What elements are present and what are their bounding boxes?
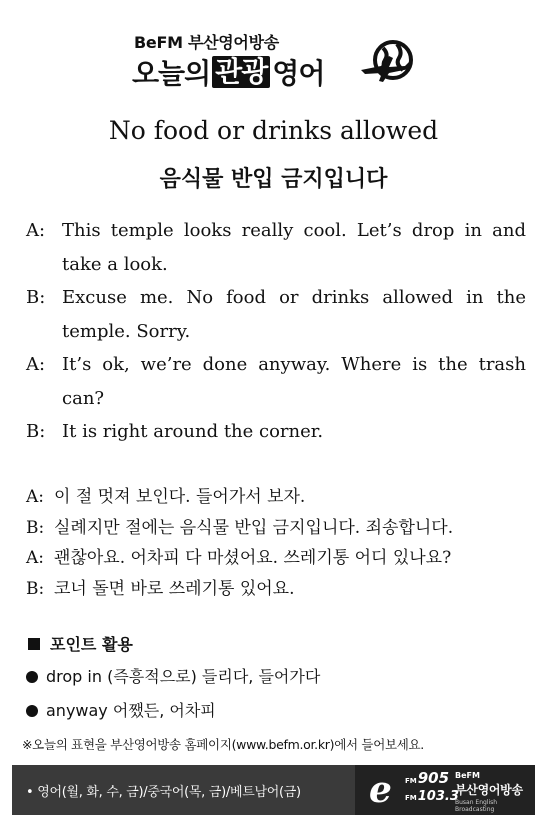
globe-airplane-icon: [359, 36, 419, 86]
dialog-line: [26, 281, 526, 348]
speaker: B:: [26, 421, 46, 442]
point-text: anyway 어쨌든, 어차피: [46, 701, 216, 720]
program-prefix: 오늘의: [132, 57, 211, 90]
dialog-line: [26, 543, 526, 574]
befm-logo: [355, 765, 535, 815]
dialog-text: 코너 돌면 바로 쓰레기통 있어요.: [54, 578, 295, 599]
points-title: 포인트 활용: [50, 635, 133, 654]
speaker: B:: [26, 517, 45, 538]
dialog-text: 실례지만 절에는 음식물 반입 금지입니다. 죄송합니다.: [54, 517, 454, 538]
list-item: [26, 660, 320, 694]
bullet-icon: [26, 705, 38, 717]
frequency-905: FM905: [405, 769, 450, 787]
speaker: A:: [26, 548, 45, 568]
dialog-text: It’s ok, we’re done anyway. Where is the trash can?: [62, 354, 526, 409]
dialog-line: [26, 574, 526, 605]
dialog-line: [26, 482, 526, 513]
list-item: [26, 694, 320, 728]
logo-station-name: 부산영어방송: [455, 783, 523, 797]
e-logo-icon: e: [369, 769, 392, 811]
dialog-text: 이 절 멋져 보인다. 들어가서 보자.: [54, 487, 306, 507]
square-bullet-icon: [28, 638, 40, 650]
points-heading: [28, 632, 133, 655]
station-name: BeFM 부산영어방송: [134, 33, 279, 52]
dialog-line: [26, 513, 526, 544]
speaker: B:: [26, 287, 46, 308]
dialog-text: It is right around the corner.: [62, 421, 324, 442]
speaker: B:: [26, 578, 45, 599]
dialog-text: 괜찮아요. 어차피 다 마셨어요. 쓰레기통 어디 있나요?: [54, 548, 452, 568]
logo-brand: BeFM: [455, 771, 480, 780]
program-title: [132, 52, 324, 92]
frequency-1033: FM103.3: [405, 789, 459, 804]
dialog-line: [26, 415, 526, 449]
article-card: [14, 14, 533, 765]
dialog-korean: [26, 482, 526, 604]
speaker: A:: [26, 220, 46, 241]
dialog-text: This temple looks really cool. Let’s drop in and take a look.: [62, 220, 526, 275]
title-korean: 음식물 반입 금지입니다: [159, 167, 388, 192]
speaker: A:: [26, 487, 45, 507]
dialog-english: [26, 214, 526, 449]
speaker: A:: [26, 354, 46, 375]
header: [14, 14, 533, 94]
dialog-line: [26, 214, 526, 281]
broadcast-schedule: • 영어(월, 화, 수, 금)/중국어(목, 금)/베트남어(금): [26, 785, 301, 800]
program-highlight-box: 관광: [212, 56, 270, 88]
program-suffix: 영어: [272, 57, 325, 90]
dialog-text: Excuse me. No food or drinks allowed in the temple. Sorry.: [62, 287, 526, 342]
points-list: [26, 660, 320, 728]
title-english: No food or drinks allowed: [108, 116, 439, 145]
bullet-icon: [26, 671, 38, 683]
footer-bar: [12, 765, 535, 815]
point-text: drop in (즉흥적으로) 들리다, 들어가다: [46, 667, 321, 686]
dialog-line: [26, 348, 526, 415]
logo-subtitle: Busan English Broadcasting: [455, 799, 498, 813]
website-note: ※오늘의 표현을 부산영어방송 홈페이지(www.befm.or.kr)에서 들어보세요.: [22, 737, 424, 752]
